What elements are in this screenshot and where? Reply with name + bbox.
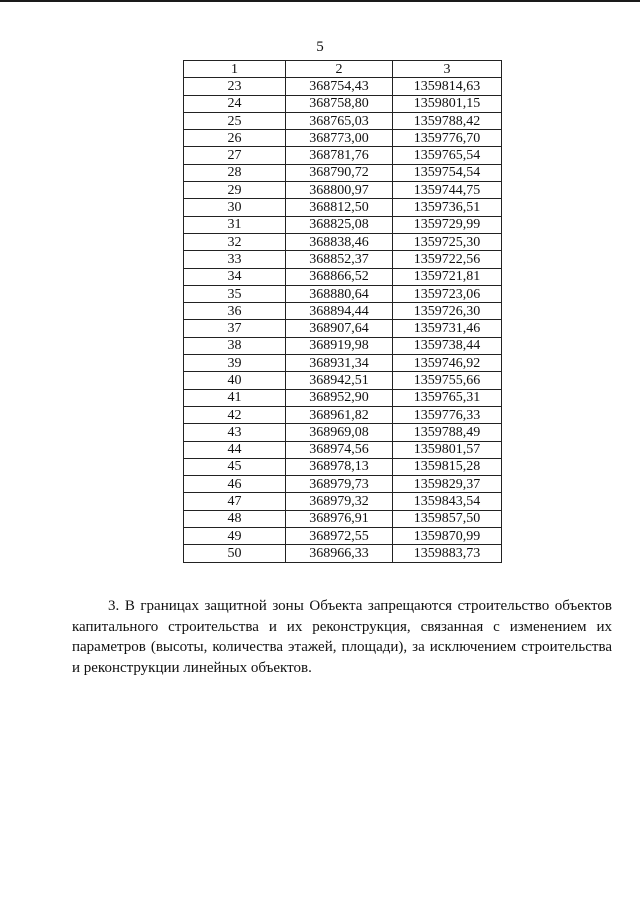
table-row <box>184 337 502 354</box>
table-row <box>184 199 502 216</box>
y-coordinate-cell: 1359765,31 <box>393 389 502 406</box>
table-row <box>184 476 502 493</box>
table-row <box>184 424 502 441</box>
x-coordinate-cell: 368825,08 <box>286 216 393 233</box>
point-number-cell: 50 <box>184 545 286 562</box>
table-row <box>184 528 502 545</box>
point-number-cell: 42 <box>184 406 286 423</box>
y-coordinate-cell: 1359788,49 <box>393 424 502 441</box>
y-coordinate-cell: 1359731,46 <box>393 320 502 337</box>
point-number-cell: 37 <box>184 320 286 337</box>
x-coordinate-cell: 368781,76 <box>286 147 393 164</box>
x-coordinate-cell: 368978,13 <box>286 458 393 475</box>
x-coordinate-cell: 368907,64 <box>286 320 393 337</box>
table-row <box>184 510 502 527</box>
y-coordinate-cell: 1359843,54 <box>393 493 502 510</box>
table-row <box>184 406 502 423</box>
x-coordinate-cell: 368919,98 <box>286 337 393 354</box>
restriction-paragraph: 3. В границах защитной зоны Объекта запрещаются строительство объектов капитального строительства и их реконструкция, связанная с изменением их параметров (высоты, количества этажей, площади), за исключением строительства и реконструкции линейных объектов. <box>72 598 612 676</box>
table-row <box>184 95 502 112</box>
y-coordinate-cell: 1359870,99 <box>393 528 502 545</box>
point-number-cell: 41 <box>184 389 286 406</box>
table-row <box>184 441 502 458</box>
point-number-cell: 28 <box>184 164 286 181</box>
table-row <box>184 493 502 510</box>
x-coordinate-cell: 368758,80 <box>286 95 393 112</box>
x-coordinate-cell: 368773,00 <box>286 130 393 147</box>
y-coordinate-cell: 1359801,15 <box>393 95 502 112</box>
point-number-cell: 29 <box>184 182 286 199</box>
x-coordinate-cell: 368961,82 <box>286 406 393 423</box>
x-coordinate-cell: 368812,50 <box>286 199 393 216</box>
point-number-cell: 34 <box>184 268 286 285</box>
table-body <box>184 78 502 562</box>
x-coordinate-cell: 368838,46 <box>286 233 393 250</box>
y-coordinate-cell: 1359722,56 <box>393 251 502 268</box>
column-header-1: 1 <box>184 61 286 78</box>
x-coordinate-cell: 368942,51 <box>286 372 393 389</box>
y-coordinate-cell: 1359815,28 <box>393 458 502 475</box>
point-number-cell: 45 <box>184 458 286 475</box>
x-coordinate-cell: 368966,33 <box>286 545 393 562</box>
table-row <box>184 216 502 233</box>
table-row <box>184 355 502 372</box>
x-coordinate-cell: 368765,03 <box>286 112 393 129</box>
table-row <box>184 545 502 562</box>
table-row <box>184 303 502 320</box>
y-coordinate-cell: 1359726,30 <box>393 303 502 320</box>
table-row <box>184 182 502 199</box>
y-coordinate-cell: 1359829,37 <box>393 476 502 493</box>
x-coordinate-cell: 368976,91 <box>286 510 393 527</box>
point-number-cell: 30 <box>184 199 286 216</box>
point-number-cell: 23 <box>184 78 286 95</box>
y-coordinate-cell: 1359755,66 <box>393 372 502 389</box>
y-coordinate-cell: 1359723,06 <box>393 285 502 302</box>
point-number-cell: 40 <box>184 372 286 389</box>
table-row <box>184 268 502 285</box>
table-row <box>184 372 502 389</box>
x-coordinate-cell: 368880,64 <box>286 285 393 302</box>
table-row <box>184 389 502 406</box>
table-row <box>184 320 502 337</box>
x-coordinate-cell: 368800,97 <box>286 182 393 199</box>
point-number-cell: 26 <box>184 130 286 147</box>
point-number-cell: 27 <box>184 147 286 164</box>
y-coordinate-cell: 1359725,30 <box>393 233 502 250</box>
x-coordinate-cell: 368852,37 <box>286 251 393 268</box>
table-row <box>184 147 502 164</box>
table-row <box>184 458 502 475</box>
coordinates-table <box>183 60 502 563</box>
x-coordinate-cell: 368974,56 <box>286 441 393 458</box>
x-coordinate-cell: 368866,52 <box>286 268 393 285</box>
column-header-2: 2 <box>286 61 393 78</box>
table-row <box>184 78 502 95</box>
point-number-cell: 38 <box>184 337 286 354</box>
scan-top-edge <box>0 0 640 2</box>
x-coordinate-cell: 368979,32 <box>286 493 393 510</box>
point-number-cell: 24 <box>184 95 286 112</box>
x-coordinate-cell: 368754,43 <box>286 78 393 95</box>
y-coordinate-cell: 1359744,75 <box>393 182 502 199</box>
y-coordinate-cell: 1359721,81 <box>393 268 502 285</box>
table-row <box>184 112 502 129</box>
x-coordinate-cell: 368931,34 <box>286 355 393 372</box>
point-number-cell: 43 <box>184 424 286 441</box>
y-coordinate-cell: 1359765,54 <box>393 147 502 164</box>
x-coordinate-cell: 368790,72 <box>286 164 393 181</box>
y-coordinate-cell: 1359746,92 <box>393 355 502 372</box>
x-coordinate-cell: 368952,90 <box>286 389 393 406</box>
y-coordinate-cell: 1359738,44 <box>393 337 502 354</box>
point-number-cell: 49 <box>184 528 286 545</box>
x-coordinate-cell: 368972,55 <box>286 528 393 545</box>
x-coordinate-cell: 368969,08 <box>286 424 393 441</box>
point-number-cell: 25 <box>184 112 286 129</box>
x-coordinate-cell: 368894,44 <box>286 303 393 320</box>
y-coordinate-cell: 1359883,73 <box>393 545 502 562</box>
table-row <box>184 164 502 181</box>
point-number-cell: 39 <box>184 355 286 372</box>
point-number-cell: 33 <box>184 251 286 268</box>
table-row <box>184 130 502 147</box>
point-number-cell: 47 <box>184 493 286 510</box>
y-coordinate-cell: 1359729,99 <box>393 216 502 233</box>
point-number-cell: 35 <box>184 285 286 302</box>
table-row <box>184 233 502 250</box>
y-coordinate-cell: 1359776,70 <box>393 130 502 147</box>
column-header-3: 3 <box>393 61 502 78</box>
y-coordinate-cell: 1359776,33 <box>393 406 502 423</box>
table-row <box>184 285 502 302</box>
page-number: 5 <box>316 39 324 55</box>
y-coordinate-cell: 1359754,54 <box>393 164 502 181</box>
y-coordinate-cell: 1359857,50 <box>393 510 502 527</box>
point-number-cell: 32 <box>184 233 286 250</box>
y-coordinate-cell: 1359736,51 <box>393 199 502 216</box>
y-coordinate-cell: 1359814,63 <box>393 78 502 95</box>
point-number-cell: 44 <box>184 441 286 458</box>
x-coordinate-cell: 368979,73 <box>286 476 393 493</box>
point-number-cell: 36 <box>184 303 286 320</box>
point-number-cell: 48 <box>184 510 286 527</box>
point-number-cell: 31 <box>184 216 286 233</box>
y-coordinate-cell: 1359801,57 <box>393 441 502 458</box>
y-coordinate-cell: 1359788,42 <box>393 112 502 129</box>
point-number-cell: 46 <box>184 476 286 493</box>
table-header-row <box>184 61 502 78</box>
table-row <box>184 251 502 268</box>
